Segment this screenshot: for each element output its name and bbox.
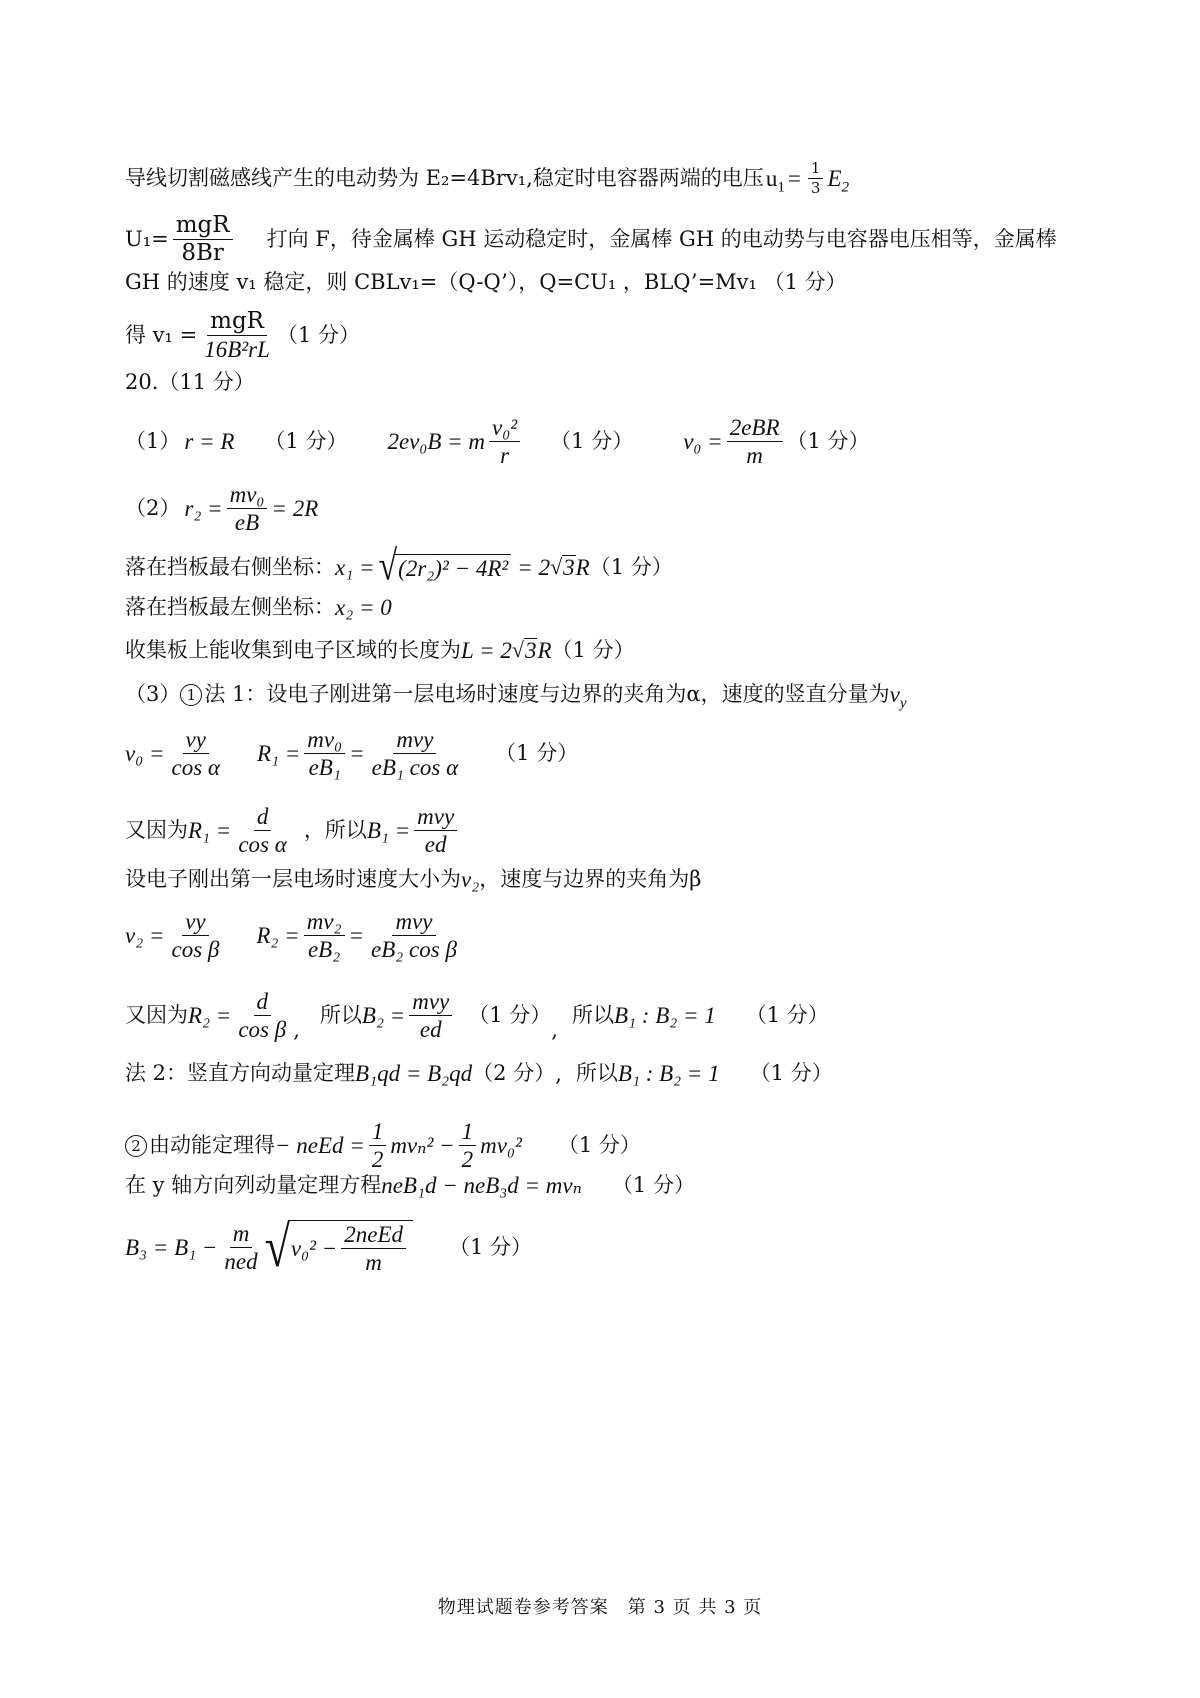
fraction-vy-cos-alpha: $\frac{vy}{\text{cos α}}$ — [171, 727, 220, 780]
text-line-3: GH 的速度 v₁ 稳定，则 CBLv₁=（Q-Q’），Q=CU₁ ，BLQ’=Mv₁ （1 分） — [125, 270, 847, 294]
fraction-mv0-eB1: $\frac{\text{mv₀}}{\text{eB₁}}$ — [304, 728, 345, 779]
fraction-r2: $\frac{\text{mv₀}}{eB}$ — [227, 483, 268, 534]
fraction-mvy-eB2cos: $\frac{\text{mvy}}{\text{eB₂ cos β}}$ — [371, 909, 457, 962]
sqrt-expression: √ (2r₂)² − 4R² — [378, 550, 511, 584]
part-3-method-2: 法 2：竖直方向动量定理 B₁qd = B₂qd （2 分） , 所以 B₁ : B₂ = 1 （1 分） — [125, 1061, 833, 1086]
question-heading: 20.（11 分） — [125, 370, 255, 394]
fraction-v0: $\frac{\text{2eBR}}{m}$ — [727, 416, 783, 467]
exit-velocity-line: 设电子刚出第一层电场时速度大小为 v₂ ，速度与边界的夹角为β — [125, 867, 702, 892]
part-1-line: （1） r = R （1 分） 2ev₀B = m $\frac{\text{v₀²}}{r}$ （1 分） v₀ = $\frac{\text{2eBR}}{m}$ （1 分） — [125, 415, 870, 468]
part-2-line: （2） r₂ = $\frac{\text{mv₀}}{eB}$ = 2R — [125, 482, 319, 535]
equation-v2-R2: v₂ = $\frac{vy}{\text{cos β}}$ R₂ = $\frac{\text{mv₂}}{\text{eB₂}}$ = $\frac{\text{mvy}}{\text{eB₂ cos β}}$ — [125, 910, 464, 961]
fraction-v0sq-r: $\frac{\text{v₀²}}{r}$ — [489, 416, 520, 467]
fraction-d-cos-beta: $\frac{d}{\text{cos β}}$ — [238, 989, 287, 1042]
momentum-theorem-line: 在 y 轴方向列动量定理方程 neB₁d − neB₃d = mvₙ （1 分） — [125, 1173, 695, 1198]
fraction-d-cos-alpha: $\frac{d}{\text{cos α}}$ — [238, 804, 287, 857]
equation-R1-B1: 又因为 R₁ = $\frac{d}{\text{cos α}}$ ，所以 B₁ = $\frac{\text{mvy}}{ed}$ — [125, 805, 461, 856]
page-footer: 物理试题卷参考答案 第 3 页 共 3 页 — [437, 1597, 763, 1618]
right-coordinate-line: 落在挡板最右侧坐标： x₁ = √ (2r₂)² − 4R² = 2 √ 3 R （1 分） — [125, 543, 673, 590]
fraction-mvy-eB1cos: $\frac{\text{mvy}}{\text{eB₁ cos α}}$ — [371, 727, 459, 780]
left-coordinate-line: 落在挡板最左侧坐标： x₂ = 0 — [125, 595, 392, 620]
fraction-mvy-ed-2: $\frac{\text{mvy}}{ed}$ — [409, 990, 452, 1041]
emf-statement: 导线切割磁感线产生的电动势为 E₂=4Brv₁,稳定时电容器两端的电压 — [125, 166, 764, 190]
text-line-1: 导线切割磁感线产生的电动势为 E₂=4Brv₁,稳定时电容器两端的电压 $u_1$ = $\frac{1}{3}$ $E_2$ — [125, 159, 850, 197]
equation-R2-B2: 又因为 R₂ = $\frac{d}{\text{cos β}}$ , 所以 B₂ = $\frac{\text{mvy}}{ed}$ （1 分） , 所以 B₁ : B₂ = 1 （1 分） — [125, 989, 829, 1042]
text-line-4: 得 v₁ = $\frac{\text{mgR}}{\text{16B²rL}}$ （1 分） — [125, 308, 360, 362]
kinetic-energy-line: 2 由动能定理得 − neEd = $\frac{1}{2}$ mvₙ² − $\frac{1}{2}$ mv₀² （1 分） — [125, 1120, 641, 1171]
fraction-u1: $\frac{\text{mgR}}{8Br}$ — [173, 214, 233, 265]
fraction-mvy-ed: $\frac{\text{mvy}}{ed}$ — [414, 805, 457, 856]
collect-length-line: 收集板上能收集到电子区域的长度为 L = 2 √ 3 R （1 分） — [125, 637, 635, 663]
sqrt-3: √ 3 — [511, 637, 537, 663]
fraction-half-2: $\frac{1}{2}$ — [459, 1120, 477, 1171]
equation-B3: B₃ = B₁ − $\frac{m}{\text{ned}}$ √ v₀² − $\frac{\text{2neEd}}{m}$ （1 分） — [125, 1214, 533, 1279]
fraction-vy-cos-beta: $\frac{vy}{\text{cos β}}$ — [171, 909, 220, 962]
fraction-half-1: $\frac{1}{2}$ — [369, 1120, 387, 1171]
part-3-method-1: （3） 1 法 1：设电子刚进第一层电场时速度与边界的夹角为α，速度的竖直分量为 $v_y$ — [125, 682, 907, 712]
text-line-2: U₁= $\frac{\text{mgR}}{8Br}$ 打向 F，待金属棒 GH 运动稳定时，金属棒 GH 的电动势与电容器电压相等，金属棒 — [125, 212, 1057, 266]
sqrt-expression-b3: √ v₀² − $\frac{\text{2neEd}}{m}$ — [265, 1220, 413, 1274]
equation-v0-R1: v₀ = $\frac{vy}{\text{cos α}}$ R₁ = $\frac{\text{mv₀}}{\text{eB₁}}$ = $\frac{\text{mvy}}{\text{eB₁ cos α}}$ （1 分） — [125, 727, 579, 780]
circled-number-2: 2 — [125, 1135, 147, 1157]
fraction-mv2-eB2: $\frac{\text{mv₂}}{\text{eB₂}}$ — [304, 910, 345, 961]
sqrt-3: √ 3 — [550, 554, 575, 580]
fraction-m-ned: $\frac{m}{\text{ned}}$ — [224, 1220, 258, 1274]
fraction-v1: $\frac{\text{mgR}}{\text{16B²rL}}$ — [204, 308, 270, 362]
fraction-one-third: $\frac{1}{3}$ — [808, 161, 824, 196]
circled-number-1: 1 — [180, 684, 202, 706]
